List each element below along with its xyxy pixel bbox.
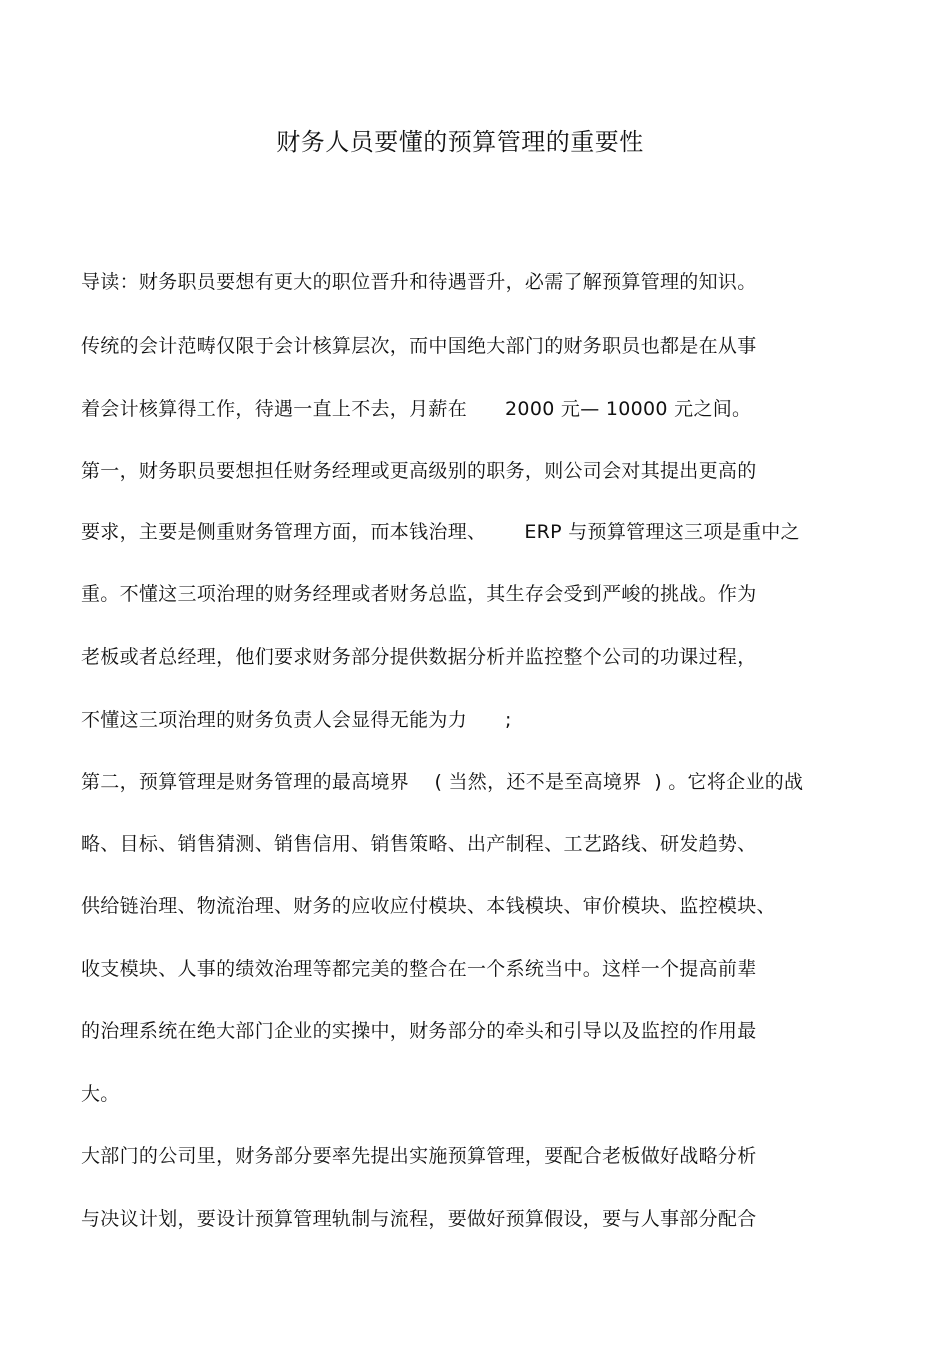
body-line: 略、目标、销售猜测、销售信用、销售策略、出产制程、工艺路线、研发趋势、 <box>81 833 757 855</box>
body-line: 不懂这三项治理的财务负责人会显得无能为力 ; <box>81 709 512 731</box>
body-line: 传统的会计范畴仅限于会计核算层次，而中国绝大部门的财务职员也都是在从事 <box>81 335 757 357</box>
body-line: 老板或者总经理，他们要求财务部分提供数据分析并监控整个公司的功课过程， <box>81 646 757 668</box>
document-title: 财务人员要懂的预算管理的重要性 <box>276 128 644 156</box>
body-line: 着会计核算得工作，待遇一直上不去，月薪在 2000 元— 10000 元之间。 <box>81 398 752 420</box>
body-line: 的治理系统在绝大部门企业的实操中，财务部分的牵头和引导以及监控的作用最 <box>81 1020 757 1042</box>
body-line: 第一，财务职员要想担任财务经理或更高级别的职务，则公司会对其提出更高的 <box>81 460 757 482</box>
body-line: 重。不懂这三项治理的财务经理或者财务总监，其生存会受到严峻的挑战。作为 <box>81 583 757 605</box>
body-line: 大部门的公司里，财务部分要率先提出实施预算管理，要配合老板做好战略分析 <box>81 1145 757 1167</box>
body-line: 要求，主要是侧重财务管理方面，而本钱治理、 ERP 与预算管理这三项是重中之 <box>81 521 800 543</box>
body-line: 导读：财务职员要想有更大的职位晋升和待遇晋升，必需了解预算管理的知识。 <box>81 271 757 293</box>
body-line: 与决议计划，要设计预算管理轨制与流程，要做好预算假设，要与人事部分配合 <box>81 1208 757 1230</box>
body-line: 大。 <box>81 1083 120 1105</box>
body-line: 供给链治理、物流治理、财务的应收应付模块、本钱模块、审价模块、监控模块、 <box>81 895 776 917</box>
body-line: 第二，预算管理是财务管理的最高境界 ( 当然，还不是至高境界 ) 。它将企业的战 <box>81 771 804 793</box>
body-line: 收支模块、人事的绩效治理等都完美的整合在一个系统当中。这样一个提高前辈 <box>81 958 757 980</box>
